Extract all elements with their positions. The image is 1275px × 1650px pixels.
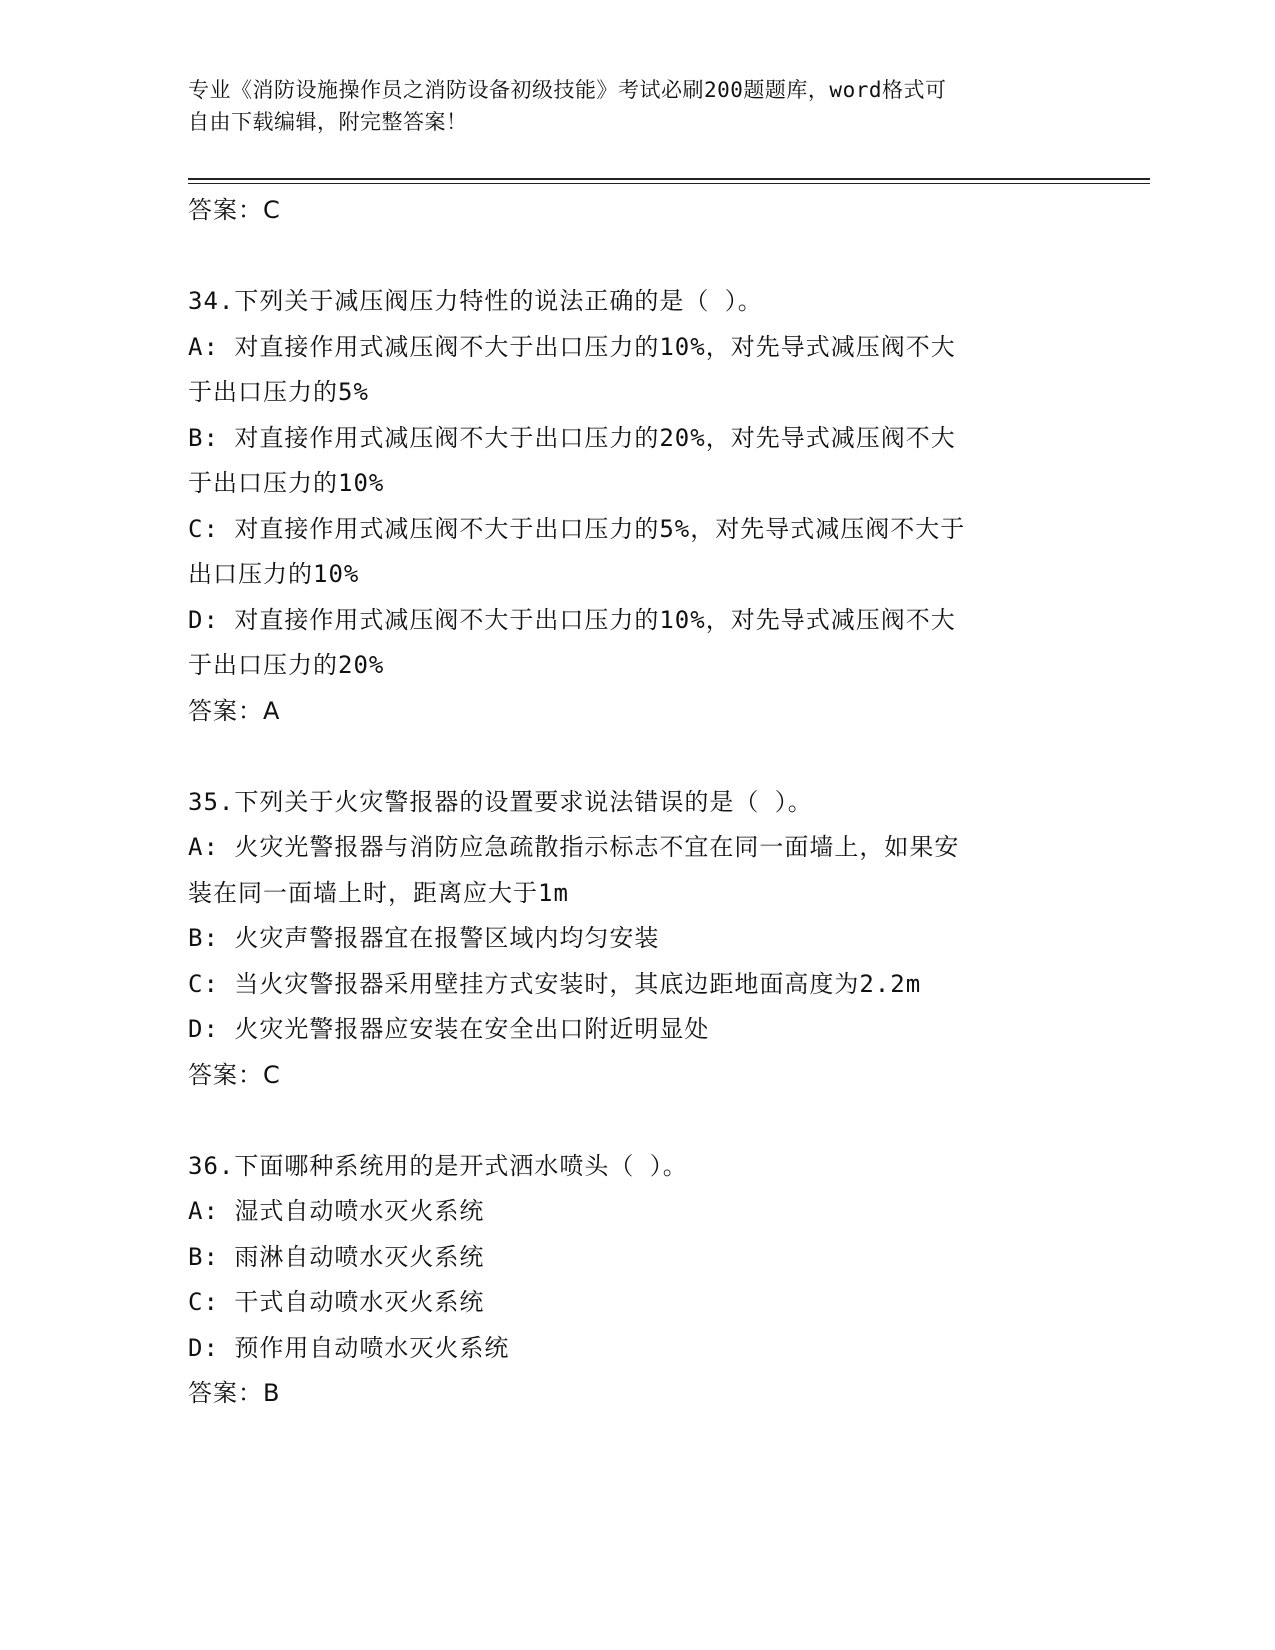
header-divider (188, 178, 1150, 180)
question-stem: 35.下列关于火灾警报器的设置要求说法错误的是（ ）。 (188, 787, 813, 816)
header-line: 专业《消防设施操作员之消防设备初级技能》考试必刷200题题库，word格式可 (188, 78, 947, 102)
option-line: D: 预作用自动喷水灭火系统 (188, 1333, 510, 1362)
option-line: 于出口压力的10% (188, 469, 385, 497)
document-header (188, 74, 1088, 138)
option-line: 于出口压力的5% (188, 378, 369, 406)
option-line: 于出口压力的20% (188, 651, 385, 679)
option-line: 装在同一面墙上时，距离应大于1m (188, 878, 569, 907)
spacer (188, 1098, 1088, 1144)
option-line: D: 对直接作用式减压阀不大于出口压力的10%，对先导式减压阀不大 (188, 605, 956, 634)
option-line: A: 对直接作用式减压阀不大于出口压力的10%，对先导式减压阀不大 (188, 332, 956, 361)
spacer (188, 734, 1088, 780)
option-line: B: 对直接作用式减压阀不大于出口压力的20%，对先导式减压阀不大 (188, 423, 956, 452)
answer-line: 答案：B (188, 1379, 281, 1407)
option-line: 出口压力的10% (188, 560, 360, 588)
question-36 (188, 1144, 1088, 1417)
option-line: B: 雨淋自动喷水灭火系统 (188, 1242, 485, 1271)
answer-line: 答案：C (188, 1060, 281, 1089)
option-line: A: 湿式自动喷水灭火系统 (188, 1197, 485, 1225)
question-stem: 34.下列关于减压阀压力特性的说法正确的是（ ）。 (188, 287, 763, 315)
answer-line: 答案：A (188, 696, 281, 725)
option-line: C: 对直接作用式减压阀不大于出口压力的5%，对先导式减压阀不大于 (188, 514, 966, 543)
spacer (188, 234, 1088, 280)
header-divider-thin (188, 183, 1150, 184)
option-line: C: 干式自动喷水灭火系统 (188, 1288, 485, 1316)
answer-line: 答案：C (188, 196, 281, 224)
question-list (188, 188, 1088, 1417)
option-line: B: 火灾声警报器宜在报警区域内均匀安装 (188, 924, 660, 952)
option-line: C: 当火灾警报器采用壁挂方式安装时，其底边距地面高度为2.2m (188, 969, 922, 998)
question-stem: 36.下面哪种系统用的是开式洒水喷头（ ）。 (188, 1151, 688, 1180)
header-line: 自由下载编辑，附完整答案！ (188, 110, 468, 134)
question-35 (188, 780, 1088, 1099)
option-line: D: 火灾光警报器应安装在安全出口附近明显处 (188, 1015, 710, 1043)
question-34 (188, 279, 1088, 734)
option-line: A: 火灾光警报器与消防应急疏散指示标志不宜在同一面墙上，如果安 (188, 833, 960, 861)
